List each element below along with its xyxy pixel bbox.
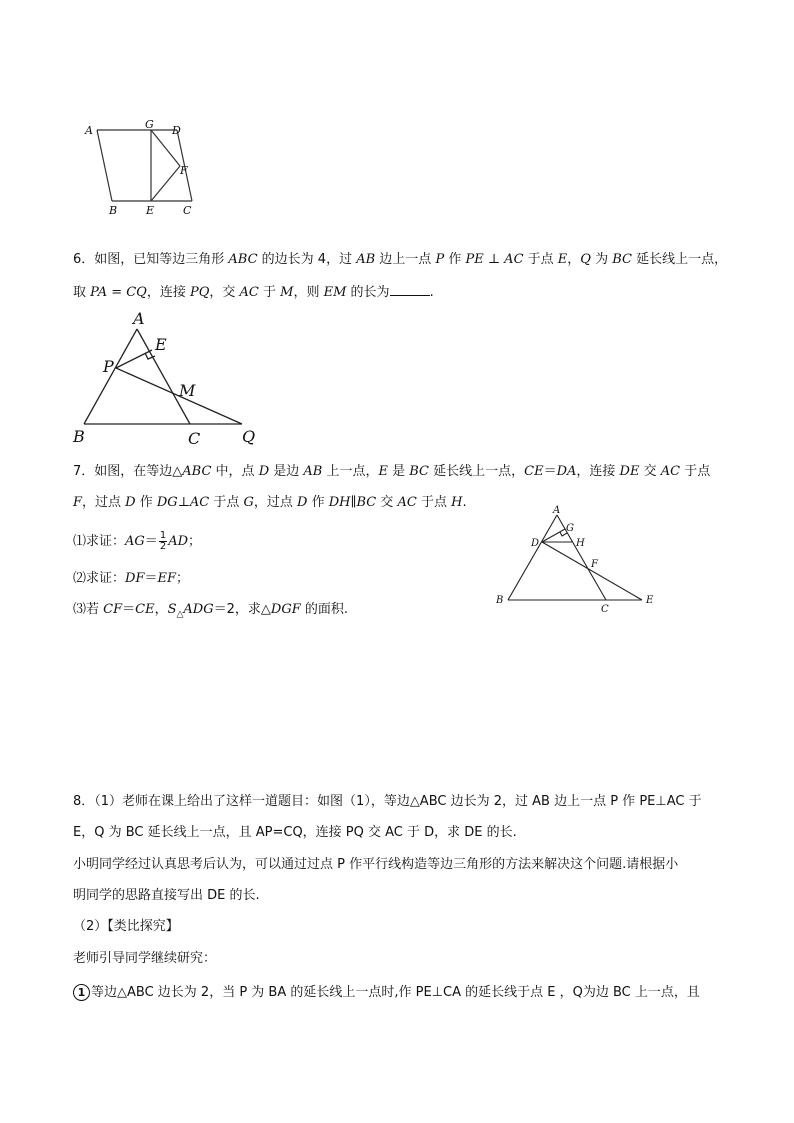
- figure-q7: [490, 503, 660, 615]
- label-C: C: [601, 604, 609, 615]
- label-D: D: [172, 124, 181, 137]
- label-G: G: [145, 118, 154, 131]
- circled-number-1: 1: [73, 984, 90, 1001]
- segment-DE: [542, 542, 642, 600]
- label-B: B: [496, 595, 504, 606]
- label-C: C: [188, 429, 201, 448]
- segment-AB: [97, 130, 112, 201]
- q8-line3: 小明同学经过认真思考后认为，可以通过过点 P 作平行线构造等边三角形的方法来解决这个问题.请根据小: [73, 857, 679, 872]
- q8-line4: 明同学的思路直接写出 DE 的长.: [73, 888, 260, 903]
- label-H: H: [576, 538, 585, 549]
- label-C: C: [183, 204, 192, 217]
- segment-AB: [508, 515, 557, 600]
- label-M: M: [179, 381, 196, 400]
- label-Q: Q: [242, 427, 256, 446]
- label-B: B: [109, 204, 118, 217]
- segment-AC: [557, 515, 606, 600]
- q7-line1: 7．如图，在等边△ABC 中，点 D 是边 AB 上一点，E 是 BC 延长线上一点，CE＝DA，连接 DE 交 AC 于点: [73, 464, 711, 479]
- q7-sub2: ⑵求证：DF＝EF；: [73, 571, 190, 586]
- figure-q5: [85, 118, 195, 223]
- fraction-one-half: $\frac{1}{2}$: [159, 530, 167, 552]
- label-E: E: [146, 204, 155, 217]
- q8-line6: 老师引导同学继续研究：: [73, 951, 217, 966]
- q6-line1: 6．如图，已知等边三角形 ABC 的边长为 4，过 AB 边上一点 P 作 PE ⊥ AC 于点 E，Q 为 BC 延长线上一点，: [73, 252, 728, 267]
- label-E: E: [155, 335, 167, 354]
- label-A: A: [133, 309, 145, 328]
- q6-line2: 取 PA = CQ，连接 PQ，交 AC 于 M，则 EM 的长为 .: [73, 285, 434, 300]
- q7-line2: F，过点 D 作 DG⊥AC 于点 G，过点 D 作 DH∥BC 交 AC 于点 H.: [73, 495, 467, 510]
- q7-sub1: ⑴求证：AG＝ $\frac{1}{2}$ AD；: [73, 530, 202, 552]
- label-F: F: [180, 164, 188, 177]
- label-A: A: [553, 505, 561, 516]
- q8-line1: 8．（1）老师在课上给出了这样一道题目：如图（1），等边△ABC 边长为 2，过 AB 边上一点 P 作 PE⊥AC 于: [73, 794, 702, 809]
- q8-line7: 1 等边△ABC 边长为 2，当 P 为 BA 的延长线上一点时,作 PE⊥CA 的延长线于点 E ，Q为边 BC 上一点，且: [73, 984, 700, 1002]
- label-A: A: [85, 124, 93, 137]
- answer-blank[interactable]: [390, 283, 430, 296]
- segment-AB: [84, 329, 137, 424]
- q8-line5: （2）【类比探究】: [73, 919, 179, 934]
- label-E: E: [646, 595, 654, 606]
- label-G: G: [566, 523, 574, 534]
- label-B: B: [73, 427, 85, 446]
- label-F: F: [591, 559, 598, 570]
- segment-EF: [151, 166, 180, 201]
- q8-line2: E，Q 为 BC 延长线上一点，且 AP=CQ，连接 PQ 交 AC 于 D，求 DE 的长.: [73, 825, 517, 840]
- figure-q6: [70, 310, 270, 450]
- segment-PE: [116, 350, 152, 368]
- q7-sub3: ⑶若 CF＝CE，$S_\triangle ADG=2$，求△DGF 的面积.: [73, 602, 348, 620]
- label-D: D: [531, 538, 540, 549]
- label-P: P: [103, 357, 114, 376]
